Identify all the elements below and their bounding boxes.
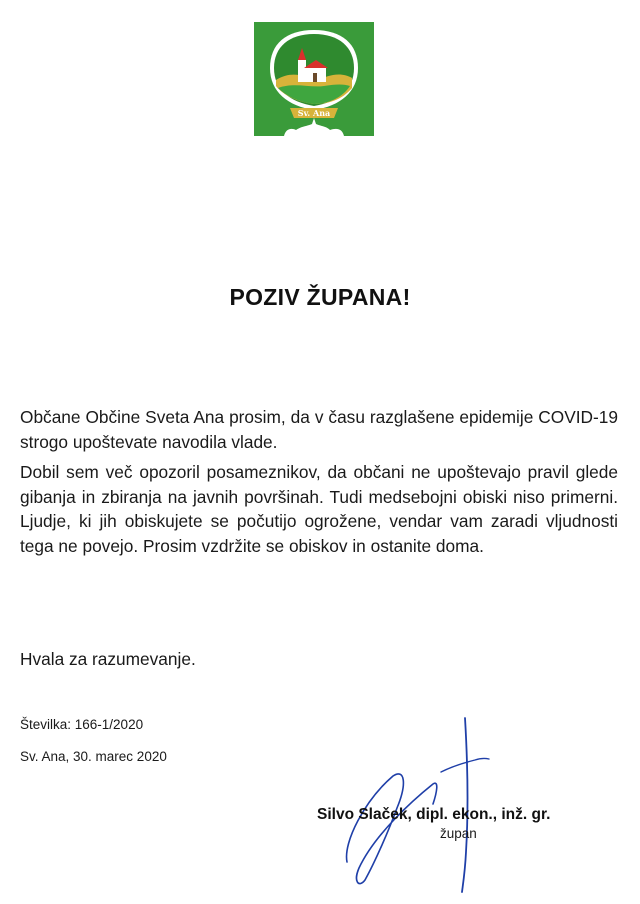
body-paragraph-2: Dobil sem več opozoril posameznikov, da občani ne upoštevajo pravil glede gibanja in zbiranja na javnih površinah. Tudi medsebojni obiski niso primerni. Ljudje, ki jih obiskujete se počutijo ogrožene, vendar vam zaradi vljudnosti tega ne povejo. Prosim vzdržite se obiskov in ostanite doma. (20, 462, 618, 556)
signatory-name-text: Silvo Slaček (317, 806, 408, 823)
closing-thanks: Hvala za razumevanje. (20, 649, 196, 669)
signatory-title: , dipl. ekon., inž. gr. (407, 806, 551, 823)
place-date: Sv. Ana, 30. marec 2020 (20, 749, 167, 764)
signatory-role: župan (440, 826, 477, 841)
signatory-name (317, 806, 550, 824)
reference-number: Številka: 166-1/2020 (20, 717, 144, 732)
body-paragraph-1: Občane Občine Sveta Ana prosim, da v času razglašene epidemije COVID-19 strogo upoštevate navodila vlade. (20, 407, 618, 452)
logo-emblem-icon (254, 22, 374, 136)
logo-text: Sv. Ana (297, 108, 331, 118)
municipality-logo (254, 22, 374, 136)
page-title: POZIV ŽUPANA! (229, 284, 411, 310)
handwritten-signature (335, 712, 495, 897)
